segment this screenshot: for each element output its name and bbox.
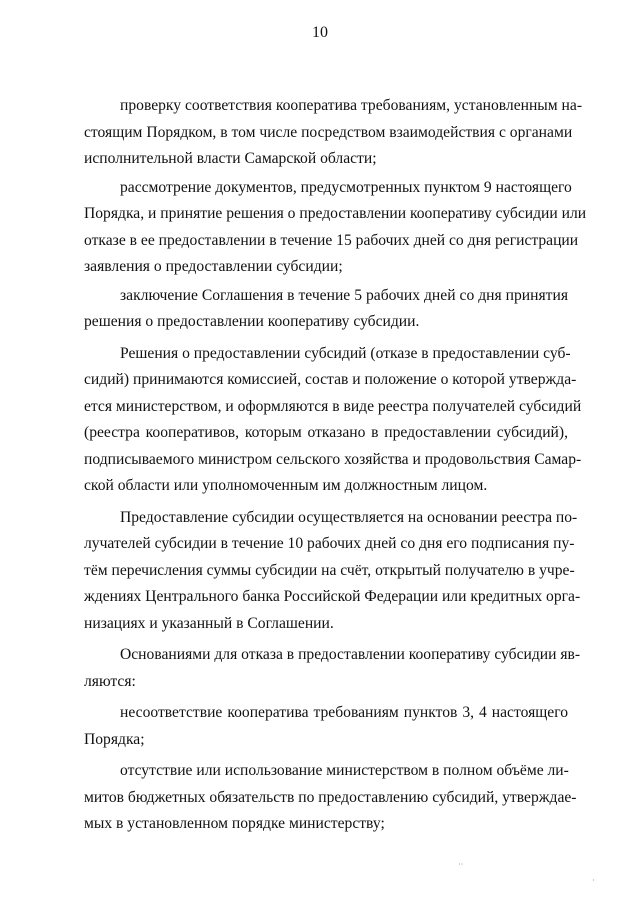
text-line: (реестра кооперативов, которым отказано в предоставлении субсидий), [84,424,568,441]
paragraph [84,283,568,336]
scan-artifact: ·· [458,860,464,869]
text-line: тём перечисления суммы субсидии на счёт, открытый получателю в учре- [84,561,575,579]
text-line: отказе в ее предоставлении в течение 15 рабочих дней со дня регистрации [84,231,579,249]
paragraph [84,758,577,838]
text-line: подписываемого министром сельского хозяйства и продовольствия Самар- [84,450,582,468]
document-body [84,93,587,838]
text-line: митов бюджетных обязательств по предоставлению субсидий, утверждае- [84,788,577,806]
paragraph [84,505,581,638]
text-line: Порядка; [84,730,145,748]
text-line: заключение Соглашения в течение 5 рабочих дней со дня принятия [120,286,568,304]
text-line: сидий) принимаются комиссией, состав и положение о которой утвержда- [84,371,577,388]
text-line: ляются: [84,672,136,690]
text-line: низациях и указанный в Соглашении. [84,614,334,632]
paragraph [84,341,582,500]
page-number: 10 [312,24,328,41]
text-line: Порядка, и принятие решения о предоставлении кооперативу субсидии или [84,205,587,222]
paragraph [84,700,568,753]
text-line: исполнительной власти Самарской области; [84,150,377,167]
text-line: ждениях Центрального банка Российской Федерации или кредитных орга- [84,588,581,605]
paragraph [84,175,587,281]
text-line: заявления о предоставлении субсидии; [84,258,343,275]
text-line: Предоставление субсидии осуществляется на основании реестра по- [120,508,578,526]
text-line: лучателей субсидии в течение 10 рабочих дней со дня его подписания пу- [84,535,575,552]
text-line: Решения о предоставлении субсидий (отказе в предоставлении суб- [120,344,571,362]
text-line: несоответствие кооператива требованиям пунктов 3, 4 настоящего [120,704,568,721]
text-line: отсутствие или использование министерством в полном объёме ли- [120,762,569,779]
text-line: решения о предоставлении кооперативу субсидии. [84,313,420,330]
text-line: рассмотрение документов, предусмотренных пунктом 9 настоящего [120,178,572,196]
text-line: проверку соответствия кооператива требованиям, установленным на- [120,97,583,114]
text-line: ется министерством, и оформляются в виде реестра получателей субсидий [84,397,582,415]
text-line: мых в установленном порядке министерству; [84,815,385,832]
text-line: ской области или уполномоченным им должностным лицом. [84,477,488,494]
text-line: стоящим Порядком, в том числе посредством взаимодействия с органами [84,123,573,141]
paragraph [84,93,583,173]
paragraph [84,642,581,695]
scan-artifact: · [592,876,595,885]
text-line: Основаниями для отказа в предоставлении кооперативу субсидии яв- [120,646,581,663]
